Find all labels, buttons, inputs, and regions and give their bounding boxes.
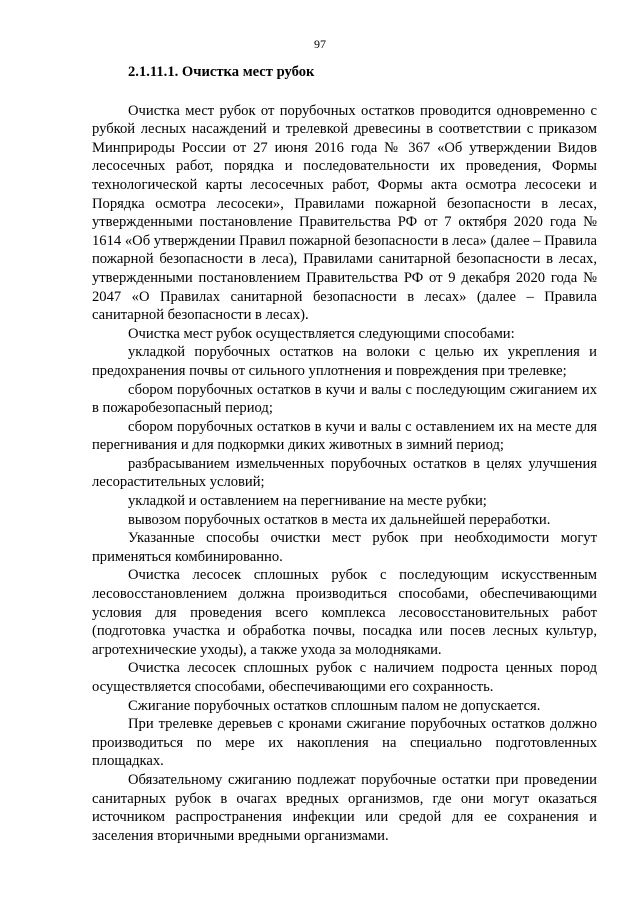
paragraph-no-continuous-burning: Сжигание порубочных остатков сплошным палом не допускается. xyxy=(128,697,541,714)
paragraph-methods-intro: Очистка мест рубок осуществляется следующими способами: xyxy=(128,325,515,342)
paragraph-undergrowth: Очистка лесосек сплошных рубок с наличием подроста ценных пород осуществляется способами, обеспечивающими его сохранность. xyxy=(92,660,597,695)
paragraph-intro: Очистка мест рубок от порубочных остатков проводится одновременно с рубкой лесных насаждений и трелевкой древесины в соответствии с приказом Минприроды России от 27 июня 2016 года № 367 «Об утверждении Видов лесосечных работ, порядка и последовательности их проведения, Формы технологической карты лесосечных работ, Формы акта осмотра лесосеки и Порядка осмотра лесосеки», Правилами пожарной безопасности в лесах, утвержденными постановление Правительства РФ от 7 октября 2020 года № 1614 «Об утверждении Правил пожарной безопасности в леса» (далее – Правила пожарной безопасности в леса), Правилами санитарной безопасности в лесах, утвержденными постановлением Правительства РФ от 9 декабря 2020 года № 2047 «О Правилах санитарной безопасности в лесах» (далее – Правила санитарной безопасности в лесах). xyxy=(92,102,597,324)
paragraph-combined: Указанные способы очистки мест рубок при необходимости могут применяться комбинированно. xyxy=(92,530,597,565)
list-item-method-burning: сбором порубочных остатков в кучи и валы с последующим сжиганием их в пожаробезопасный период; xyxy=(92,381,597,417)
list-item-method-leaving-on-site: укладкой и оставлением на перегнивание на месте рубки; xyxy=(128,493,487,510)
paragraph-skidding-with-crowns: При трелевке деревьев с кронами сжигание порубочных остатков должно производиться по мере их накопления на специально подготовленных площадках. xyxy=(92,716,597,770)
list-item-method-drag-roads: укладкой порубочных остатков на волоки с целью их укрепления и предохранения почвы от сильного уплотнения и повреждения при трелевке; xyxy=(92,344,597,379)
page-number: 97 xyxy=(314,37,326,51)
list-item-method-piles-rotting: сбором порубочных остатков в кучи и валы с оставлением их на месте для перегнивания и для подкормки диких животных в зимний период; xyxy=(92,418,597,454)
paragraph-mandatory-burning: Обязательному сжиганию подлежат порубочные остатки при проведении санитарных рубок в очагах вредных организмов, где они могут оказаться источником распространения инфекции или средой для ее сохранения и заселения вторичными вредными организмами. xyxy=(92,771,597,844)
section-heading: 2.1.11.1. Очистка мест рубок xyxy=(128,64,315,80)
document-body xyxy=(92,63,597,845)
paragraph-clearcut-reforestation: Очистка лесосек сплошных рубок с последующим искусственным лесовосстановлением должна производиться способами, обеспечивающими условия для проведения всего комплекса лесовосстановительных работ (подготовка участка и обработка почвы, посадка или посев лесных культур, агротехнические уходы), а также ухода за молодняками. xyxy=(92,567,597,658)
list-item-method-removal: вывозом порубочных остатков в места их дальнейшей переработки. xyxy=(128,511,551,528)
list-item-method-scattering: разбрасыванием измельченных порубочных остатков в целях улучшения лесорастительных условий; xyxy=(92,455,597,491)
